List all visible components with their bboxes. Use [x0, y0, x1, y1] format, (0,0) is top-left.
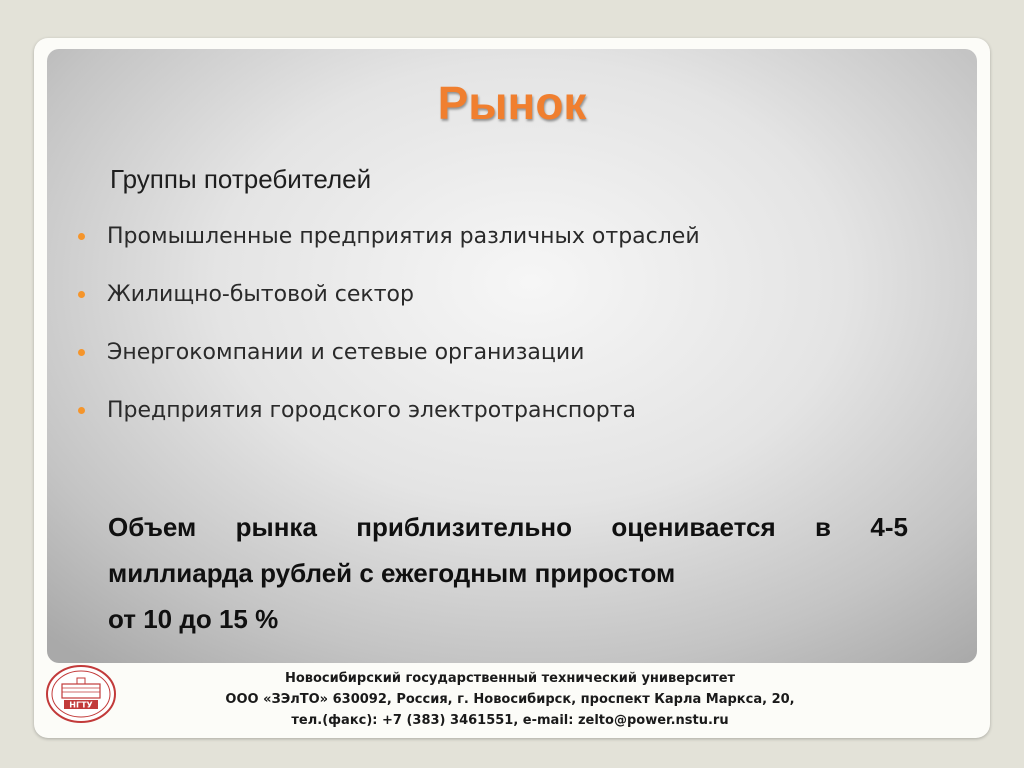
- bullet-dot-icon: [78, 233, 85, 240]
- bullet-dot-icon: [78, 291, 85, 298]
- footer-university: Новосибирский государственный технический университет: [284, 671, 736, 686]
- bullet-dot-icon: [78, 349, 85, 356]
- bullet-dot-icon: [78, 407, 85, 414]
- list-item: [78, 323, 700, 381]
- bullet-text: Энергокомпании и сетевые организации: [107, 339, 585, 365]
- logo-text: НГТУ: [69, 700, 93, 710]
- footer: [160, 668, 860, 731]
- list-item: [78, 207, 700, 265]
- bullet-text: Промышленные предприятия различных отраслей: [107, 223, 700, 249]
- slide-title: Рынок: [437, 77, 587, 129]
- list-item: [78, 381, 700, 439]
- university-seal-icon: [44, 664, 118, 724]
- bullet-list: [78, 207, 700, 439]
- list-item: [78, 265, 700, 323]
- summary-line-1: Объем рынка приблизительно оценивается в 4-5: [108, 512, 908, 542]
- summary-line-3: от 10 до 15 %: [108, 604, 279, 634]
- bullet-text: Жилищно-бытовой сектор: [107, 281, 414, 307]
- market-summary: [108, 504, 908, 642]
- bullet-text: Предприятия городского электротранспорта: [107, 397, 637, 423]
- footer-address: ООО «ЗЭлТО» 630092, Россия, г. Новосибирск, проспект Карла Маркса, 20,: [225, 692, 795, 707]
- slide-subtitle: Группы потребителей: [110, 164, 372, 194]
- summary-line-2: миллиарда рублей с ежегодным приростом: [108, 558, 676, 588]
- footer-contacts: тел.(факс): +7 (383) 3461551, e-mail: zelto@power.nstu.ru: [291, 713, 729, 728]
